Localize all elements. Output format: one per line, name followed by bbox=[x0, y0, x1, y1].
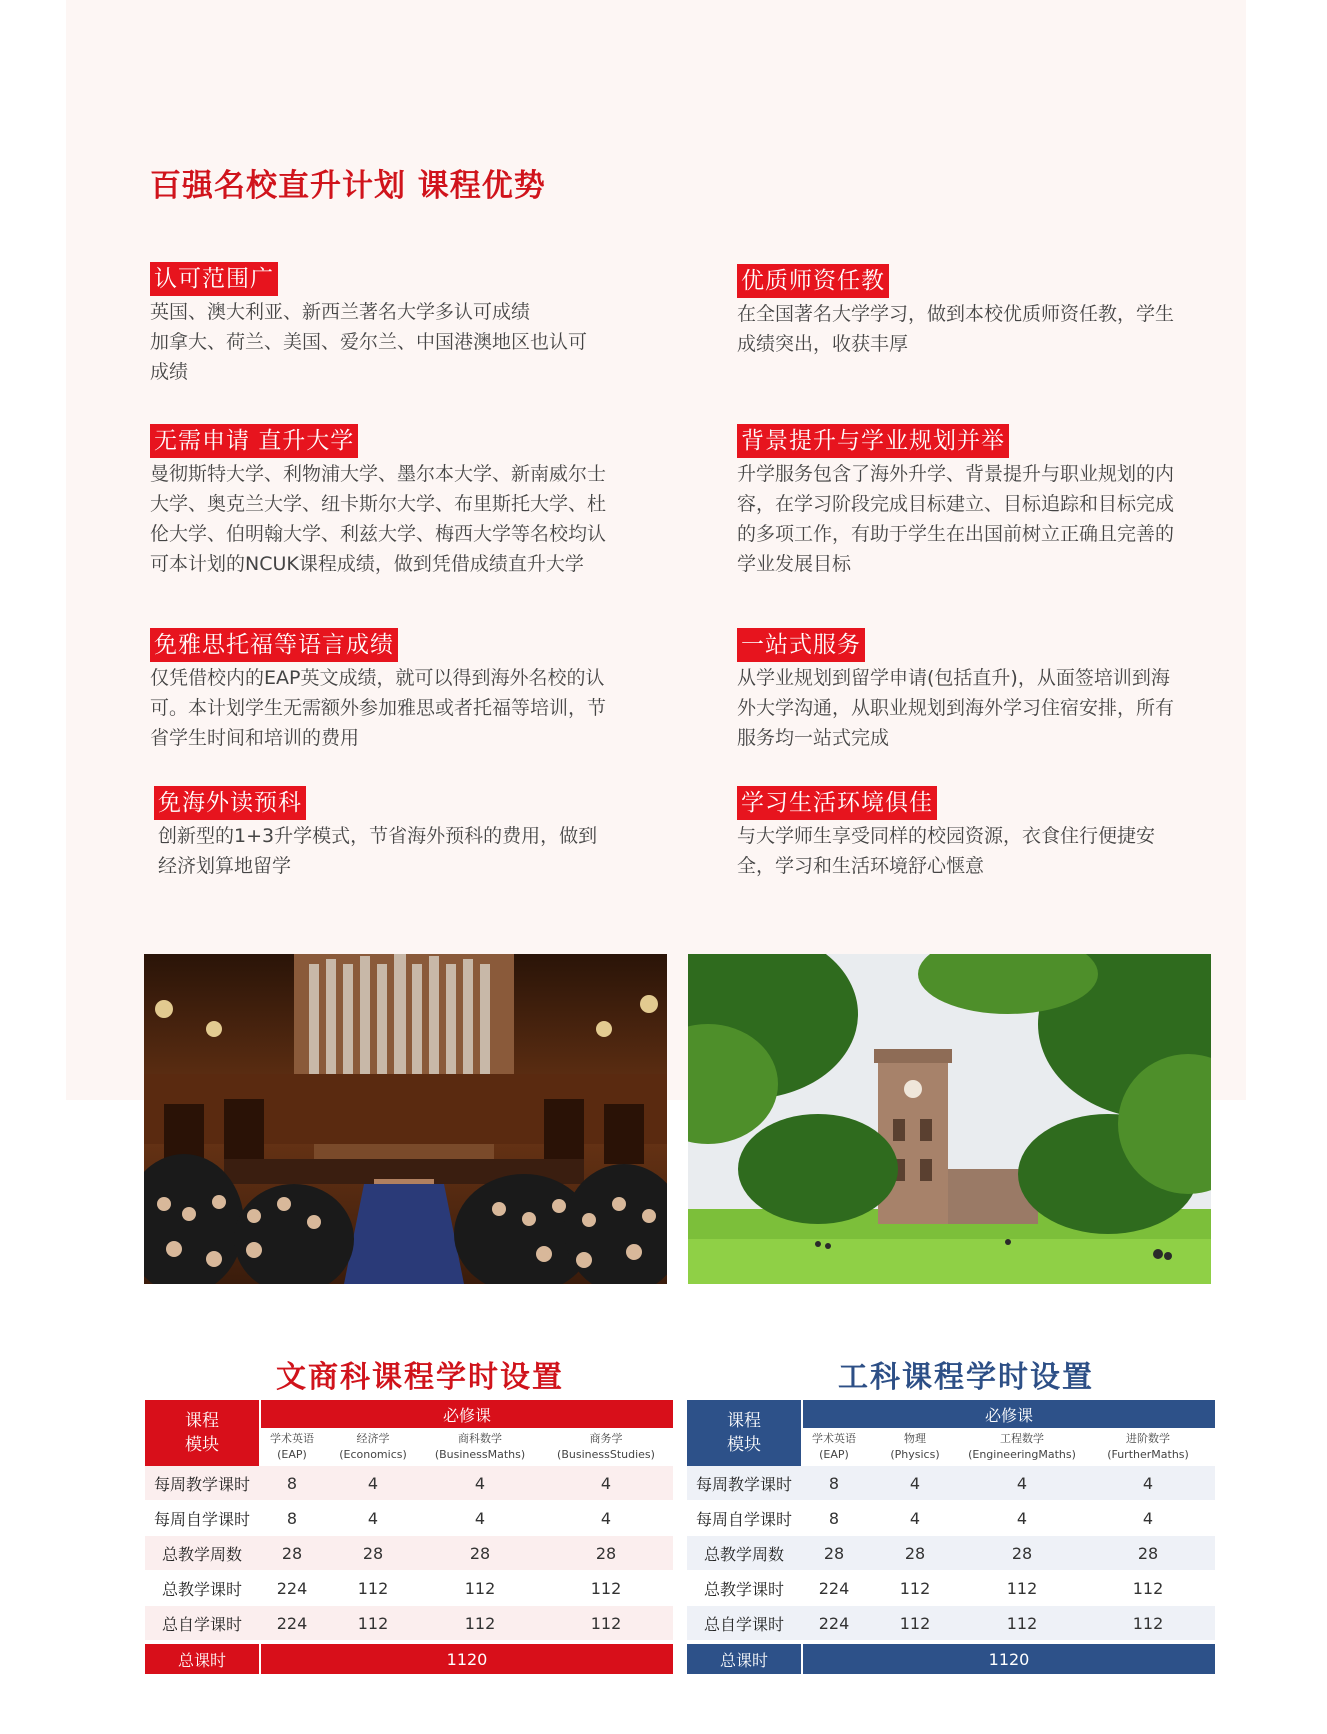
campus-clock-tower-photo bbox=[688, 954, 1211, 1284]
page-title: 百强名校直升计划 课程优势 bbox=[150, 168, 546, 204]
table-row: 总教学课时 224 112 112 112 bbox=[145, 1571, 673, 1606]
table-row: 每周自学课时 8 4 4 4 bbox=[145, 1501, 673, 1536]
subject-header: 商科数学 (BusinessMaths) bbox=[434, 1432, 526, 1461]
table-row: 总教学课时 224 112 112 112 bbox=[687, 1571, 1215, 1606]
feature-tag: 无需申请 直升大学 bbox=[150, 424, 358, 458]
table-header bbox=[145, 1400, 673, 1466]
subject-header: 学术英语 (EAP) bbox=[270, 1432, 314, 1461]
feature-desc: 英国、澳大利亚、新西兰著名大学多认可成绩 加拿大、荷兰、美国、爱尔兰、中国港澳地区也认可 成绩 bbox=[150, 301, 588, 383]
table-row: 每周教学课时 8 4 4 4 bbox=[687, 1466, 1215, 1501]
table-row: 总教学周数 28 28 28 28 bbox=[145, 1536, 673, 1571]
feature-environment bbox=[737, 786, 1257, 881]
total-hours-row: 总课时 1120 bbox=[687, 1644, 1215, 1674]
feature-no-ielts bbox=[150, 628, 670, 753]
feature-planning bbox=[737, 424, 1257, 579]
engineering-hours-table bbox=[687, 1400, 1215, 1674]
subject-header: 经济学 (Economics) bbox=[339, 1432, 407, 1461]
subject-header: 商务学 (BusinessStudies) bbox=[557, 1432, 655, 1461]
total-hours-value: 1120 bbox=[259, 1644, 673, 1674]
feature-tag: 学习生活环境俱佳 bbox=[737, 786, 937, 820]
feature-desc: 创新型的1+3升学模式，节省海外预科的费用，做到 经济划算地留学 bbox=[158, 825, 598, 877]
subject-header: 物理 (Physics) bbox=[890, 1432, 940, 1461]
feature-tag: 免雅思托福等语言成绩 bbox=[150, 628, 398, 662]
feature-desc: 从学业规划到留学申请(包括直升)，从面签培训到海 外大学沟通，从职业规划到海外学习住宿安排，所有 服务均一站式完成 bbox=[737, 667, 1175, 749]
feature-desc: 在全国著名大学学习，做到本校优质师资任教，学生 成绩突出，收获丰厚 bbox=[737, 303, 1175, 355]
feature-tag: 认可范围广 bbox=[150, 262, 278, 296]
feature-faculty bbox=[737, 264, 1257, 359]
feature-desc: 升学服务包含了海外升学、背景提升与职业规划的内 容，在学习阶段完成目标建立、目标追踪和目标完成 的多项工作，有助于学生在出国前树立正确且完善的 学业发展目标 bbox=[737, 463, 1175, 575]
liberal-arts-table-title: 文商科课程学时设置 bbox=[276, 1360, 564, 1395]
feature-desc: 仅凭借校内的EAP英文成绩，就可以得到海外名校的认 可。本计划学生无需额外参加雅思或者托福等培训，节 省学生时间和培训的费用 bbox=[150, 667, 607, 749]
total-hours-row: 总课时 1120 bbox=[145, 1644, 673, 1674]
feature-tag: 免海外读预科 bbox=[154, 786, 306, 820]
table-row: 每周教学课时 8 4 4 4 bbox=[145, 1466, 673, 1501]
engineering-table-title: 工科课程学时设置 bbox=[838, 1360, 1094, 1395]
table-row: 每周自学课时 8 4 4 4 bbox=[687, 1501, 1215, 1536]
feature-desc: 曼彻斯特大学、利物浦大学、墨尔本大学、新南威尔士 大学、奥克兰大学、纽卡斯尔大学、布里斯托大学、杜 伦大学、伯明翰大学、利兹大学、梅西大学等名校均认 可本计划的NCUK课程成绩，做到凭借成绩直升大学 bbox=[150, 463, 607, 575]
feature-recognition bbox=[150, 262, 670, 387]
total-hours-value: 1120 bbox=[801, 1644, 1215, 1674]
subject-header: 工程数学 (EngineeringMaths) bbox=[968, 1432, 1076, 1461]
subject-header: 进阶数学 (FurtherMaths) bbox=[1107, 1432, 1189, 1461]
feature-tag: 背景提升与学业规划并举 bbox=[737, 424, 1009, 458]
feature-direct-admission bbox=[150, 424, 670, 579]
graduation-hall-photo bbox=[144, 954, 667, 1284]
required-course-header: 必修课 bbox=[259, 1400, 673, 1428]
subject-header: 学术英语 (EAP) bbox=[812, 1432, 856, 1461]
table-row: 总自学课时 224 112 112 112 bbox=[145, 1606, 673, 1641]
required-course-header: 必修课 bbox=[801, 1400, 1215, 1428]
table-row: 总教学周数 28 28 28 28 bbox=[687, 1536, 1215, 1571]
feature-one-stop bbox=[737, 628, 1257, 753]
table-row: 总自学课时 224 112 112 112 bbox=[687, 1606, 1215, 1641]
feature-desc: 与大学师生享受同样的校园资源，衣食住行便捷安 全，学习和生活环境舒心惬意 bbox=[737, 825, 1156, 877]
module-header: 课程 模块 bbox=[145, 1400, 259, 1466]
table-header bbox=[687, 1400, 1215, 1466]
feature-tag: 优质师资任教 bbox=[737, 264, 889, 298]
liberal-arts-hours-table bbox=[145, 1400, 673, 1674]
feature-no-foundation bbox=[154, 786, 674, 881]
module-header: 课程 模块 bbox=[687, 1400, 801, 1466]
feature-tag: 一站式服务 bbox=[737, 628, 865, 662]
